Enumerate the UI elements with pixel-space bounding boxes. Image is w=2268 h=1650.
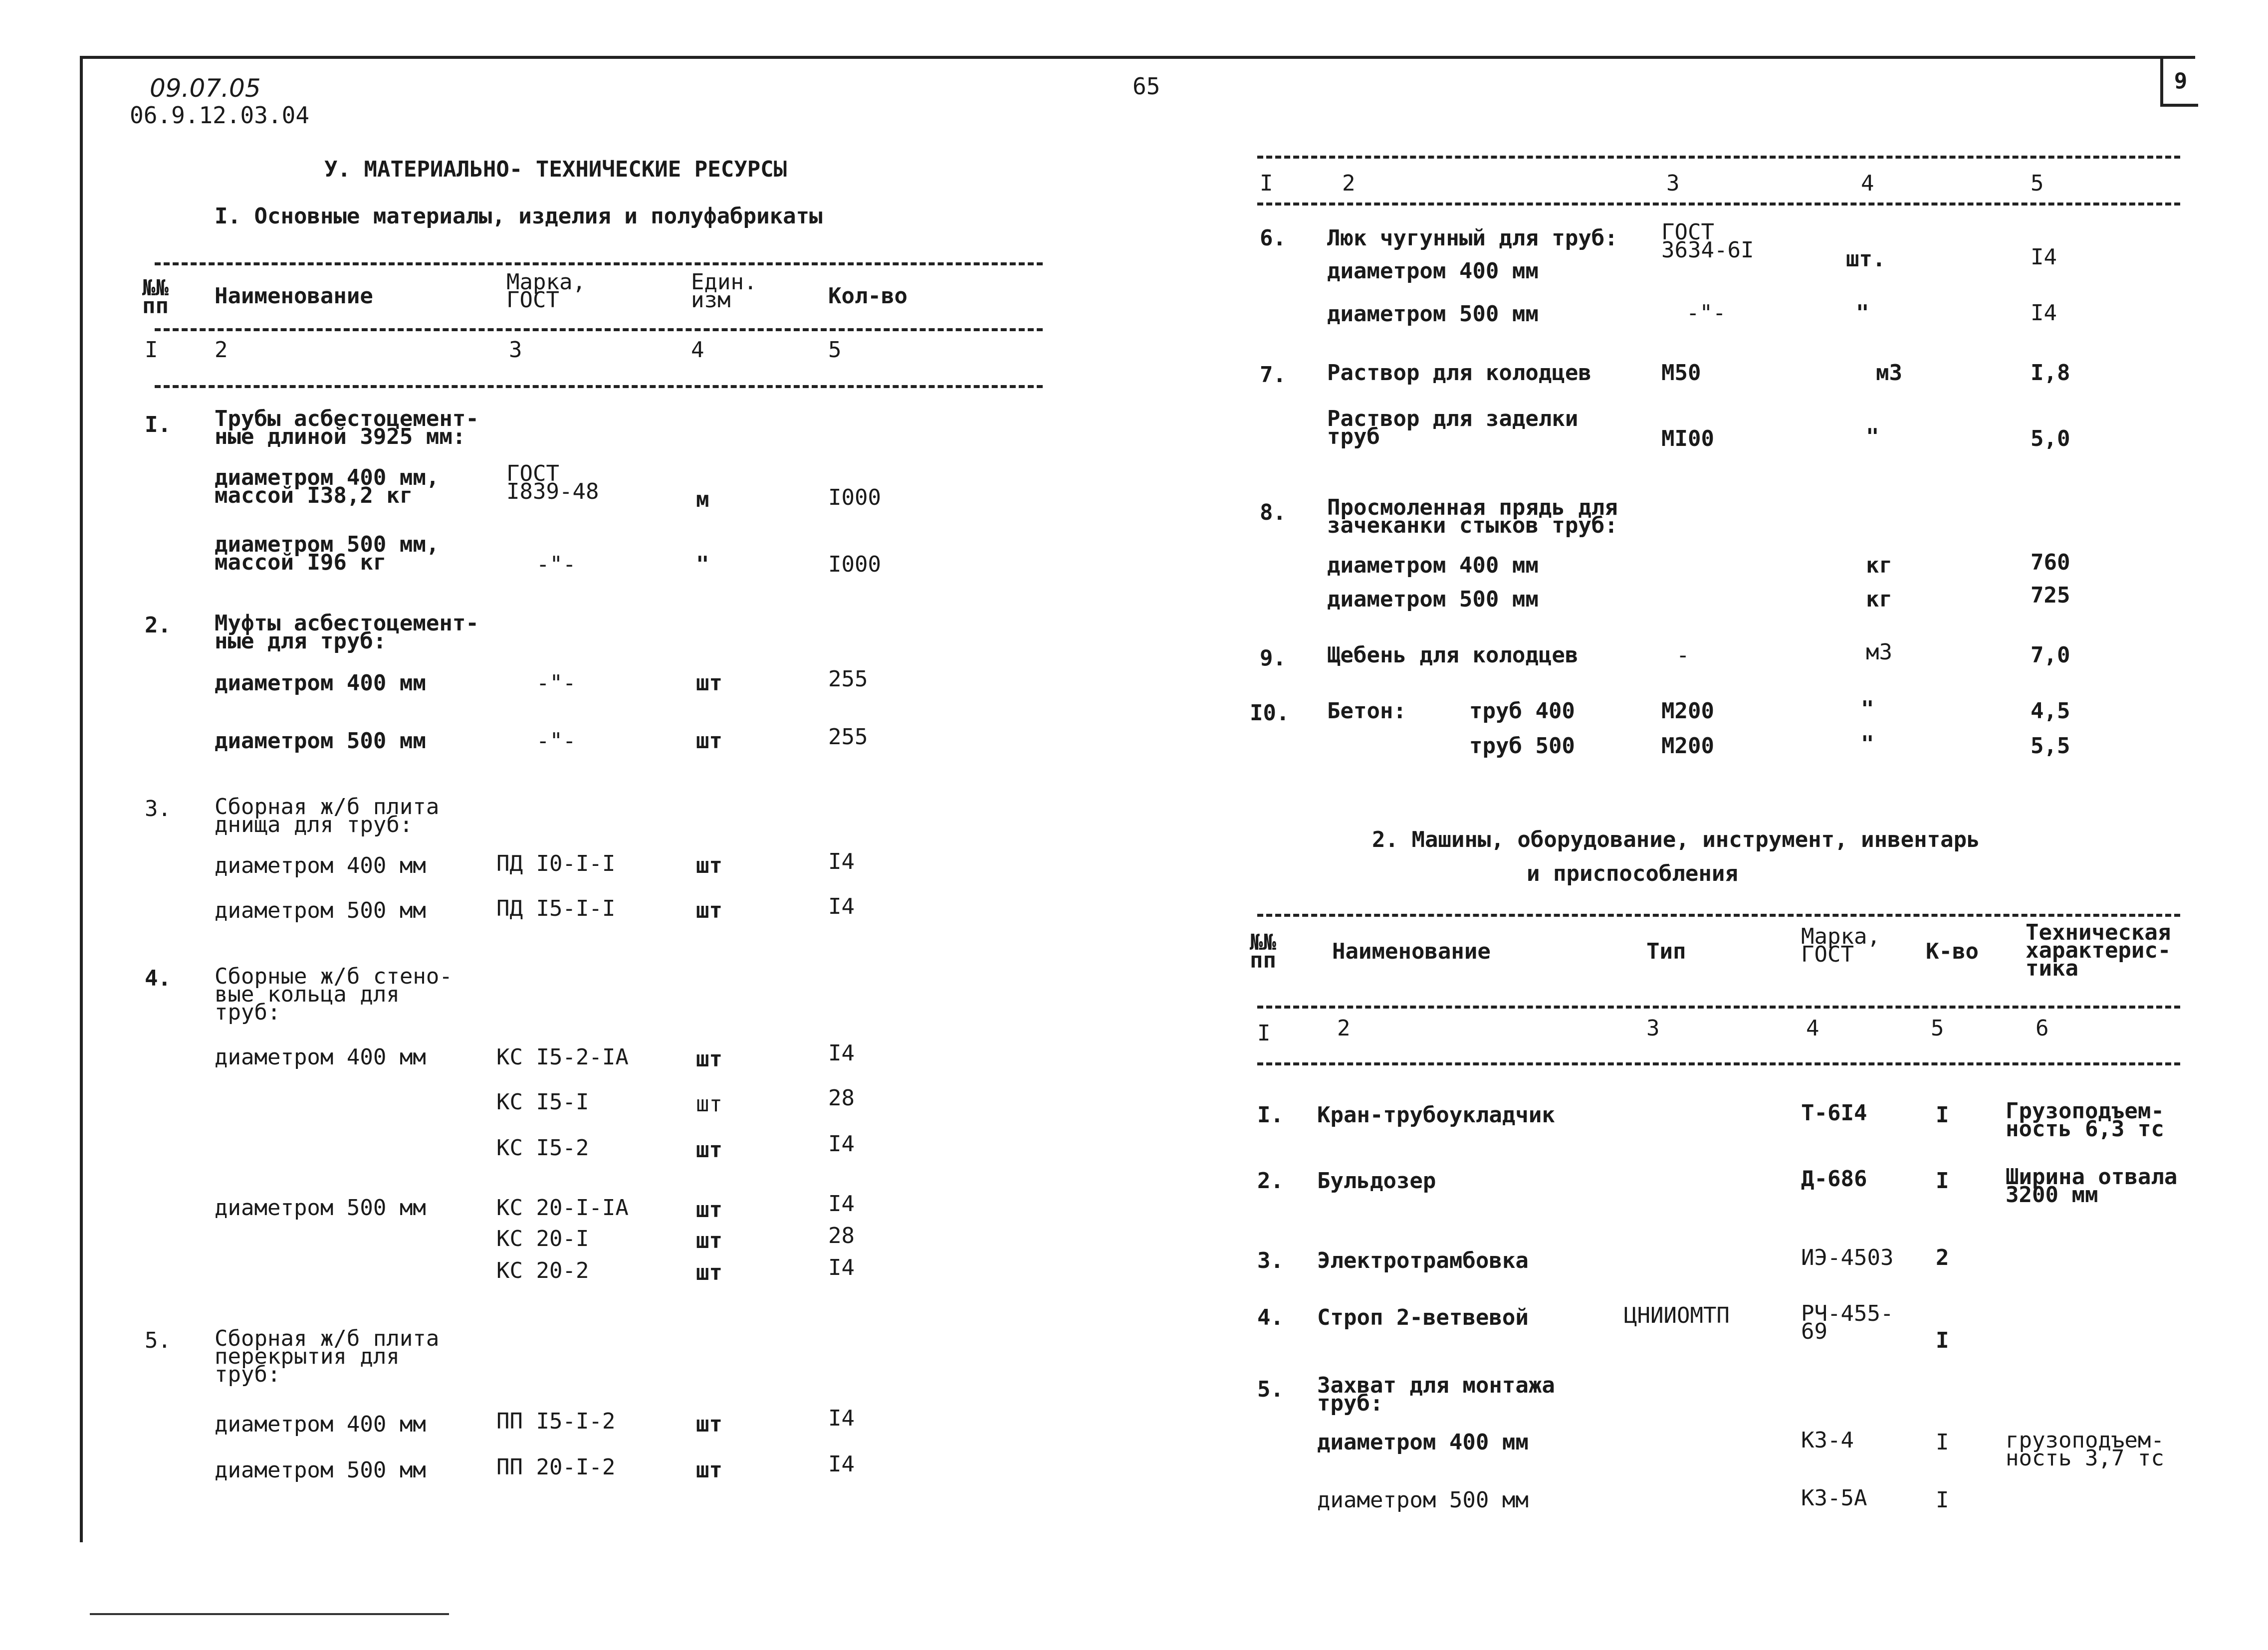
item-qty: I4 [828,1406,855,1431]
table2-rule-bottom [1257,1062,2180,1065]
section2-title-line1: 2. Машины, оборудование, инструмент, инвентарь [1372,827,1980,852]
doc-code: 06.9.12.03.04 [130,102,310,129]
item-spec: Ширина отвала 3200 мм [2006,1164,2178,1208]
item-name: диаметром 500 мм, массой I96 кг [215,532,440,576]
section-title: У. МАТЕРИАЛЬНО- ТЕХНИЧЕСКИЕ РЕСУРСЫ [324,157,787,182]
item-name: диаметром 400 мм [1317,1430,1529,1455]
item-qty: I,8 [2031,360,2070,386]
item-qty: 28 [828,1223,855,1248]
item-mark: ПП 20-I-2 [496,1454,616,1480]
table1c-colnum: I [1260,171,1273,196]
item-qty: I [1936,1487,1949,1513]
item-name: диаметром 500 мм [215,1195,426,1221]
item-mark: ГОСТ I839-48 [506,461,599,505]
item-mark: КЗ-5А [1801,1485,1867,1511]
table1-header-mark: Марка, ГОСТ [506,269,586,313]
table1c-colnum: 2 [1342,171,1356,196]
item-name: Бетон: [1327,698,1406,724]
item-unit: шт [696,853,722,878]
item-qty: 5,5 [2031,733,2070,759]
table1-colnum: 2 [215,337,228,363]
frame-left-border [80,56,83,1542]
item-qty: I4 [2031,244,2057,270]
bottom-rule [90,1613,449,1615]
item-name: Раствор для заделки труб [1327,406,1579,450]
item-sub: труб 500 [1469,733,1575,759]
item-unit: м [696,487,709,512]
row-number: 4. [1257,1305,1284,1330]
table2-header-type: Тип [1646,939,1686,964]
item-qty: I [1936,1328,1949,1353]
item-mark: ПД I5-I-I [496,896,616,921]
item-name: диаметром 500 мм [1327,301,1539,327]
table2-rule-top [1257,914,2180,917]
item-sub: труб 400 [1469,698,1575,724]
table2-colnum: 6 [2036,1016,2049,1041]
item-mark: КС I5-I [496,1089,589,1115]
item-unit: шт [696,1412,722,1437]
table2-header-num: №№ пп [1250,930,1276,974]
item-qty: 725 [2031,583,2070,608]
item-mark: КС 20-2 [496,1258,589,1283]
item-name: диаметром 400 мм [1327,258,1539,284]
item-unit: шт. [1846,246,1886,272]
item-unit: шт [696,728,722,754]
item-spec: Грузоподъем- ность 6,3 тс [2006,1098,2164,1142]
item-mark: КЗ-4 [1801,1428,1854,1453]
item-mark: КС 20-I-IA [496,1195,629,1221]
item-unit: м3 [1866,639,1892,665]
item-name: Захват для монтажа труб: [1317,1373,1555,1417]
item-name: диаметром 400 мм, массой I38,2 кг [215,465,440,509]
page-center-number: 65 [1133,73,1160,100]
item-unit: кг [1866,553,1892,578]
page-number-box: 9 [2160,59,2198,107]
item-unit: " [1861,731,1874,757]
item-mark: КС 20-I [496,1226,589,1251]
frame-top-border [80,56,2195,59]
table2-header-mark: Марка, ГОСТ [1801,924,1880,968]
item-unit: кг [1866,587,1892,612]
item-mark: М50 [1661,360,1701,386]
item-qty: I4 [828,1040,855,1066]
item-unit: шт [696,1260,722,1285]
item-name: Раствор для колодцев [1327,360,1591,386]
item-name: Муфты асбестоцемент- ные для труб: [215,611,479,654]
row-number: 2. [145,613,171,638]
item-type: ЦНИИОМТП [1624,1303,1730,1328]
item-mark: -"- [1686,300,1726,326]
item-qty: I000 [828,485,881,510]
row-number: 7. [1260,362,1286,388]
item-unit: " [1856,300,1869,326]
item-unit: шт [696,1137,722,1163]
table2-colnum: 2 [1337,1016,1351,1041]
table1c-rule-top [1257,156,2180,159]
item-mark: ПД I0-I-I [496,851,616,876]
table2-colnum: 5 [1931,1016,1944,1041]
item-qty: I4 [828,1451,855,1477]
item-spec: грузоподъем- ность 3,7 тс [2006,1428,2164,1471]
item-mark: М200 [1661,733,1714,759]
row-number: I. [145,412,171,437]
item-name: диаметром 500 мм [215,728,426,754]
item-unit: шт [696,1457,722,1483]
item-mark: РЧ-455- 69 [1801,1301,1894,1345]
item-qty: 4,5 [2031,698,2070,724]
item-mark: ИЭ-4503 [1801,1245,1894,1270]
table2-colnum: 4 [1806,1016,1819,1041]
item-name: диаметром 500 мм [215,1457,426,1483]
table1-colnum: I [145,337,158,363]
item-mark: ГОСТ 3634-6I [1661,219,1754,263]
item-mark: МI00 [1661,426,1714,451]
item-unit: шт [696,1197,722,1223]
item-qty: 5,0 [2031,426,2070,451]
item-name: диаметром 500 мм [1317,1487,1529,1513]
row-number: 3. [145,796,171,822]
table1-header-qty: Кол-во [828,283,907,309]
item-mark: КС I5-2 [496,1135,589,1161]
item-qty: I000 [828,552,881,577]
row-number: 8. [1260,500,1286,525]
item-unit: шт [696,1091,722,1117]
item-qty: I [1936,1430,1949,1455]
item-qty: I4 [828,894,855,919]
subsection-title-1: I. Основные материалы, изделия и полуфабрикаты [215,204,823,229]
table2-rule-mid [1257,1006,2180,1009]
row-number: 2. [1257,1168,1284,1194]
item-qty: I4 [828,1255,855,1280]
item-unit: шт [696,1046,722,1072]
item-mark: -"- [536,728,576,754]
row-number: 6. [1260,225,1286,251]
item-mark: -"- [536,670,576,696]
table2-header-name: Наименование [1332,939,1491,964]
item-name: диаметром 400 мм [215,1044,426,1070]
item-name: Трубы асбестоцемент- ные длиной 3925 мм: [215,406,479,450]
item-qty: 2 [1936,1245,1949,1270]
row-number: I. [1257,1102,1284,1128]
item-qty: I4 [828,1131,855,1157]
item-name: Просмоленная прядь для зачеканки стыков труб: [1327,495,1618,539]
item-name: Кран-трубоукладчик [1317,1102,1555,1128]
item-unit: " [1861,696,1874,722]
row-number: 9. [1260,645,1286,671]
table1c-colnum: 3 [1666,171,1680,196]
item-mark: -"- [536,552,576,577]
table2-header-qty: К-во [1926,939,1979,964]
item-name: диаметром 400 мм [215,670,426,696]
item-qty: I4 [828,1191,855,1217]
row-number: 3. [1257,1248,1284,1273]
item-name: Люк чугунный для труб: [1327,225,1618,251]
item-unit: " [696,552,709,577]
table1-header-name: Наименование [215,283,373,309]
table1-header-num: №№ пп [142,275,169,319]
row-number: 5. [145,1328,171,1353]
item-name: диаметром 400 мм [215,853,426,878]
item-name: диаметром 500 мм [1327,587,1539,612]
table1-rule-mid [155,328,1043,331]
item-unit: шт [696,1228,722,1253]
item-qty: I [1936,1168,1949,1194]
table2-header-spec: Техническая характерис- тика [2026,920,2171,982]
table1-colnum: 4 [691,337,704,363]
item-qty: I [1936,1102,1949,1128]
table1c-colnum: 4 [1861,171,1874,196]
item-unit: шт [696,670,722,696]
table2-colnum: I [1257,1021,1271,1046]
item-name: диаметром 400 мм [215,1412,426,1437]
item-qty: I4 [2031,300,2057,326]
item-mark: Т-6I4 [1801,1100,1867,1126]
item-name: диаметром 400 мм [1327,553,1539,578]
handwritten-code: 09.07.05 [150,74,261,103]
item-name: Сборная ж/б плита перекрытия для труб: [215,1326,440,1388]
row-number: 4. [145,966,171,991]
item-mark: М200 [1661,698,1714,724]
item-mark: - [1676,642,1690,668]
item-unit: " [1866,424,1879,449]
item-qty: 255 [828,724,868,750]
row-number: I0. [1250,700,1290,726]
table1c-colnum: 5 [2031,171,2044,196]
table1-colnum: 5 [828,337,842,363]
table1-header-unit: Един. изм [691,269,757,313]
item-name: Щебень для колодцев [1327,642,1579,668]
item-name: Бульдозер [1317,1168,1436,1194]
item-qty: 7,0 [2031,642,2070,668]
table1-colnum: 3 [509,337,522,363]
item-name: Сборные ж/б стено- вые кольца для труб: [215,964,453,1026]
item-name: Электротрамбовка [1317,1248,1529,1273]
item-mark: Д-686 [1801,1166,1867,1192]
item-qty: 760 [2031,550,2070,575]
item-qty: I4 [828,849,855,874]
item-qty: 255 [828,666,868,692]
section2-title-line2: и приспособления [1527,861,1738,886]
item-name: Сборная ж/б плита днища для труб: [215,794,440,838]
table1c-rule-bottom [1257,203,2180,206]
item-unit: м3 [1876,360,1902,386]
item-mark: ПП I5-I-2 [496,1409,616,1434]
table2-colnum: 3 [1646,1016,1660,1041]
table1-rule-bottom [155,385,1043,388]
item-qty: 28 [828,1085,855,1111]
item-mark: КС I5-2-IA [496,1044,629,1070]
row-number: 5. [1257,1377,1284,1402]
item-name: Строп 2-ветвевой [1317,1305,1529,1330]
item-name: диаметром 500 мм [215,898,426,923]
item-unit: шт [696,898,722,923]
table1-rule-top [155,262,1043,265]
